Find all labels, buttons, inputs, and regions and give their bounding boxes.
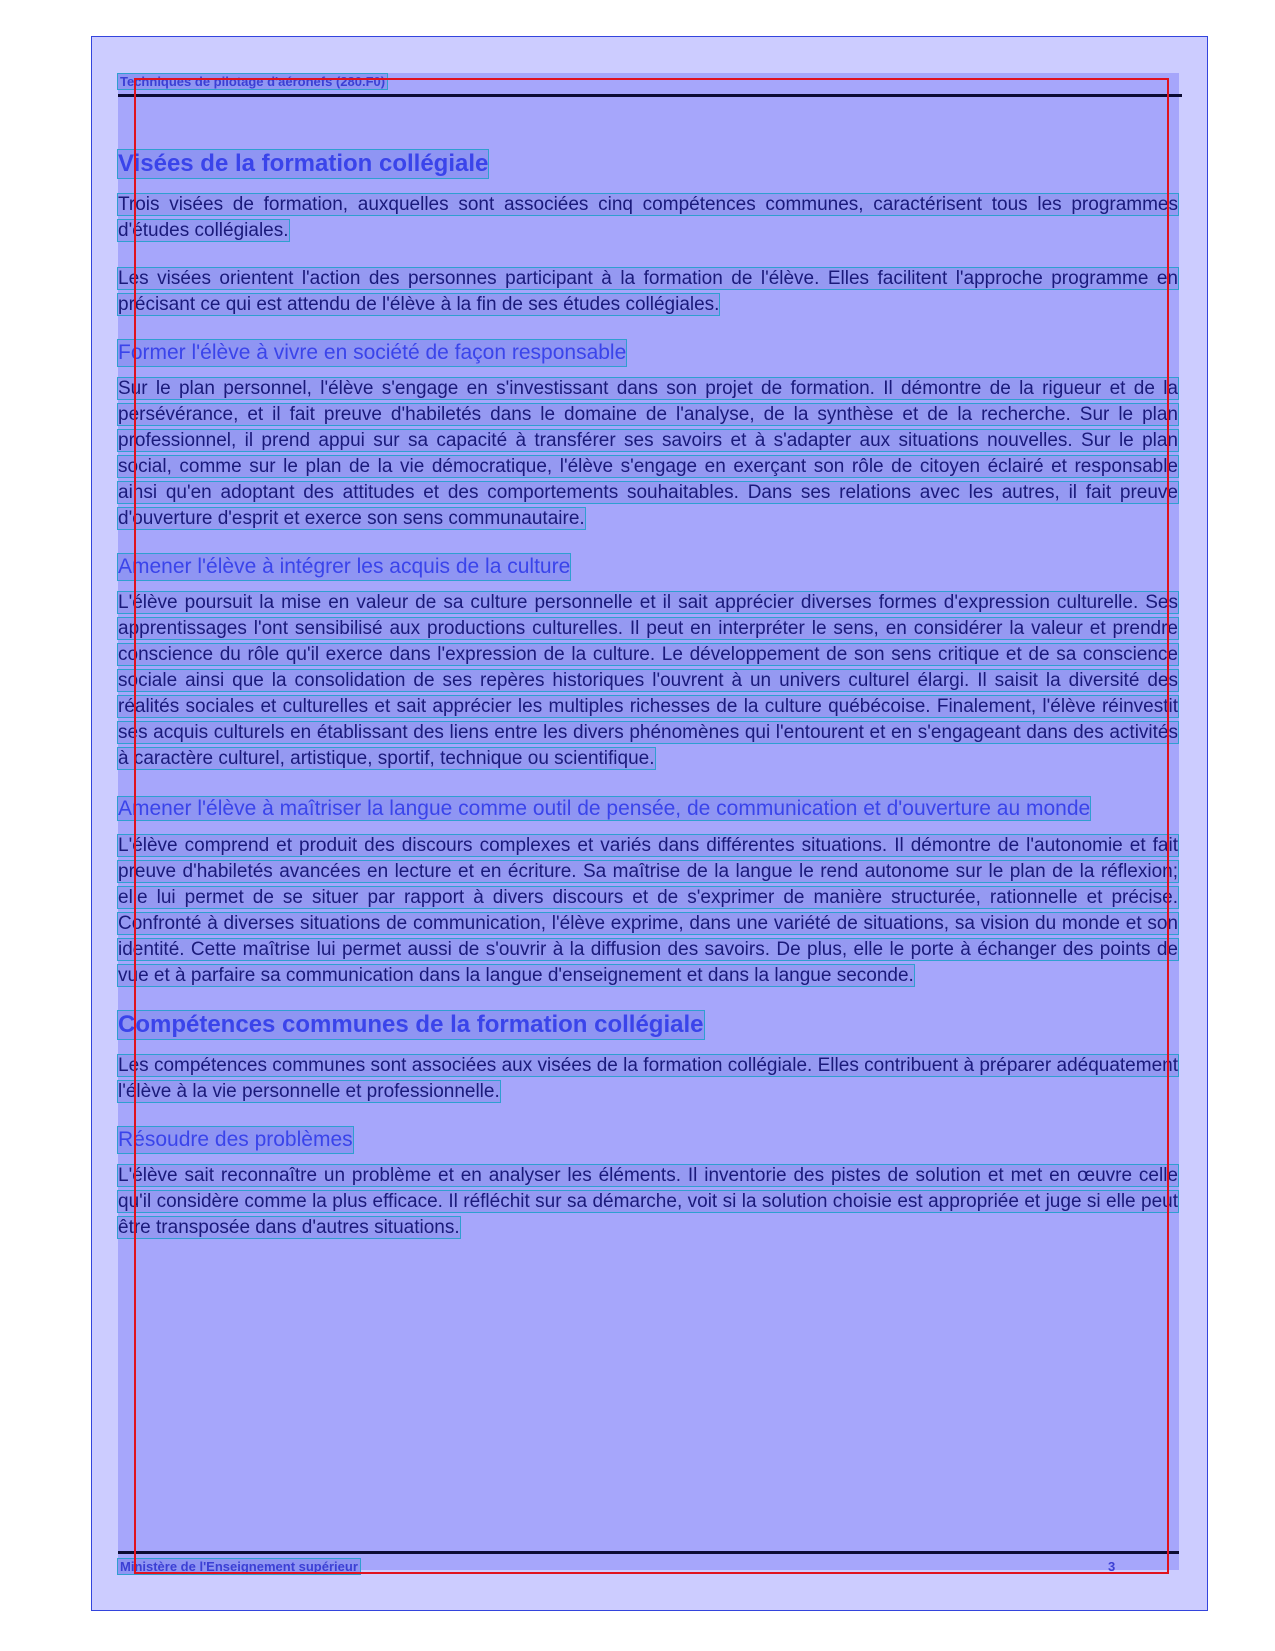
paragraph-text: Les compétences communes sont associées aux visées de la formation collégiale. Elles contribuent à préparer adéquatement l'élève à la vie personnelle et professionnelle. xyxy=(118,1055,1178,1102)
paragraph-culture xyxy=(118,590,1178,772)
paragraph-langue xyxy=(118,833,1178,989)
section-title-visees: Visées de la formation collégiale xyxy=(118,150,489,177)
page-number: 3 xyxy=(1108,1559,1116,1574)
running-header: Techniques de pilotage d'aéronefs (280.F0) xyxy=(120,74,386,89)
paragraph-problemes xyxy=(118,1163,1178,1241)
paragraph-text: Sur le plan personnel, l'élève s'engage en s'investissant dans son projet de formation. Il démontre de la rigueur et de la persévérance, et il fait preuve d'habiletés dans le domaine de l'analyse, de la synthèse et de la recherche. Sur le plan professionnel, il prend appui sur sa capacité à transférer ses savoirs et à s'adapter aux situations nouvelles. Sur le plan social, comme sur le plan de la vie démocratique, l'élève s'engage en exerçant son rôle de citoyen éclairé et responsable ainsi qu'en adoptant des attitudes et des comportements souhaitables. Dans ses relations avec les autres, il fait preuve d'ouverture d'esprit et exerce son sens communautaire. xyxy=(118,378,1178,529)
paragraph-text: Trois visées de formation, auxquelles sont associées cinq compétences communes, caractérisent tous les programmes d'études collégiales. xyxy=(118,194,1178,241)
paragraph-text: L'élève comprend et produit des discours complexes et variés dans différentes situations. Il démontre de l'autonomie et fait preuve d'habiletés avancées en lecture et en écriture. Sa maîtrise de la langue le rend autonome sur le plan de la réflexion; elle lui permet de se situer par rapport à divers discours et de s'exprimer de manière structurée, rationnelle et précise. Confronté à diverses situations de communication, l'élève exprime, dans une variété de situations, sa vision du monde et son identité. Cette maîtrise lui permet aussi de s'ouvrir à la diffusion des savoirs. De plus, elle le porte à échanger des points de vue et à parfaire sa communication dans la langue d'enseignement et dans la langue seconde. xyxy=(118,835,1178,986)
paragraph-visees-intro-2 xyxy=(118,266,1178,318)
header-rule xyxy=(118,94,1182,97)
subsection-title-problemes: Résoudre des problèmes xyxy=(118,1128,353,1151)
paragraph-societe xyxy=(118,376,1178,532)
section-title-competences: Compétences communes de la formation collégiale xyxy=(118,1011,704,1038)
paragraph-text: L'élève sait reconnaître un problème et en analyser les éléments. Il inventorie des pistes de solution et met en œuvre celle qu'il considère comme la plus efficace. Il réfléchit sur sa démarche, voit si la solution choisie est appropriée et juge si elle peut être transposée dans d'autres situations. xyxy=(118,1165,1178,1238)
paragraph-competences-intro xyxy=(118,1053,1178,1105)
footer-rule xyxy=(118,1551,1179,1554)
subsection-title-societe: Former l'élève à vivre en société de façon responsable xyxy=(118,341,627,364)
subsection-title-text: Amener l'élève à maîtriser la langue comme outil de pensée, de communication et d'ouverture au monde xyxy=(118,797,1091,820)
document-body xyxy=(118,150,1178,1241)
footer-ministry: Ministère de l'Enseignement supérieur xyxy=(120,1559,358,1574)
paragraph-text: L'élève poursuit la mise en valeur de sa culture personnelle et il sait apprécier diverses formes d'expression culturelle. Ses apprentissages l'ont sensibilisé aux productions culturelles. Il peut en interpréter le sens, en considérer la valeur et prendre conscience du rôle qu'il exerce dans l'expression de la culture. Le développement de son sens critique et de sa conscience sociale ainsi que la consolidation de ses repères historiques l'ouvrent à un univers culturel élargi. Il saisit la diversité des réalités sociales et culturelles et sait apprécier les multiples richesses de la culture québécoise. Finalement, l'élève réinvestit ses acquis culturels en établissant des liens entre les divers phénomènes qui l'entourent et en s'engageant dans des activités à caractère culturel, artistique, sportif, technique ou scientifique. xyxy=(118,592,1178,769)
paragraph-text: Les visées orientent l'action des personnes participant à la formation de l'élève. Elles facilitent l'approche programme en précisant ce qui est attendu de l'élève à la fin de ses études collégiales. xyxy=(118,268,1178,315)
paragraph-visees-intro-1 xyxy=(118,192,1178,244)
subsection-title-langue xyxy=(118,794,1178,823)
subsection-title-culture: Amener l'élève à intégrer les acquis de la culture xyxy=(118,555,571,578)
